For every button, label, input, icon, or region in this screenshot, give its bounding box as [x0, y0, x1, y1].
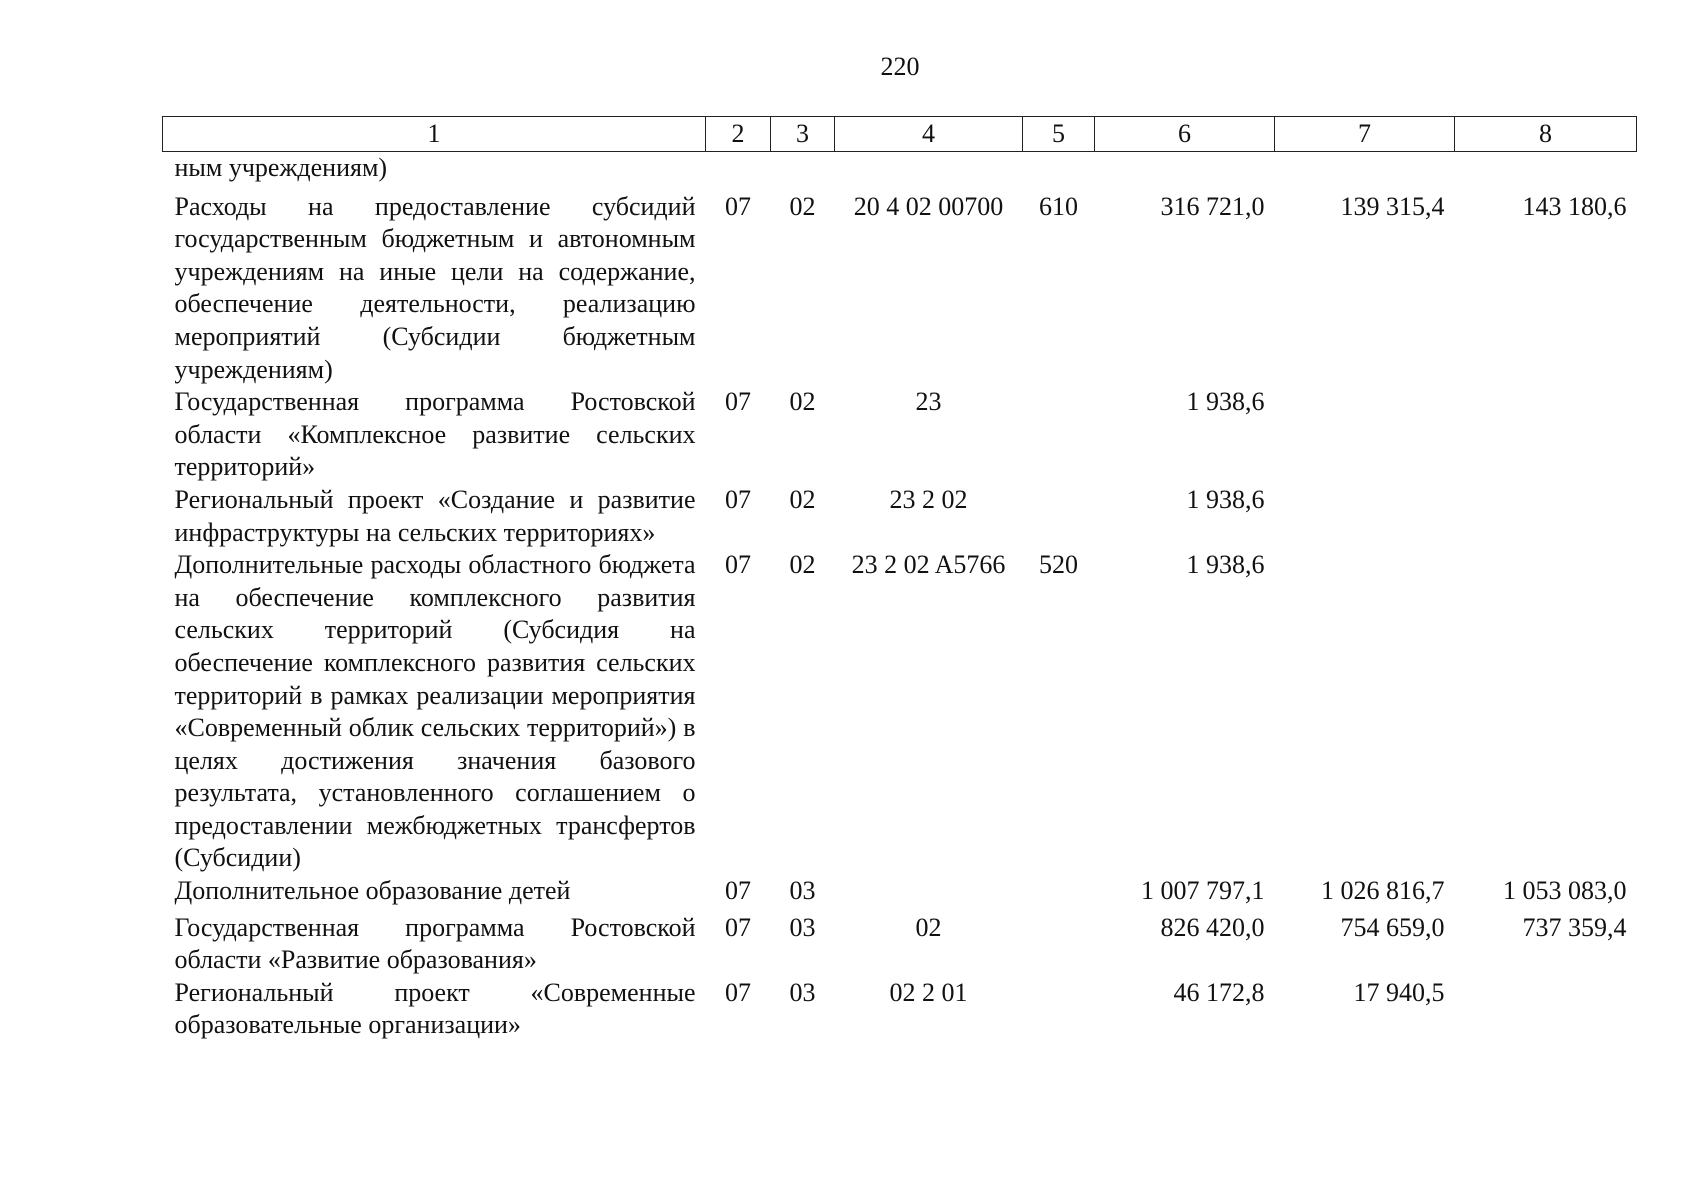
table-row: [163, 185, 1637, 387]
row-amount-year2: 754 659,0: [1340, 912, 1445, 942]
row-amount-year3: [1455, 977, 1637, 1042]
row-description: Расходы на предоставление субсидий государственным бюджетным и автономным учреждениям на иные цели на содержание, обеспечение деятельности, реализацию мероприятий (Субсидии бюджетным учреждениям): [174, 191, 696, 384]
row-expense-type: 610: [1039, 191, 1078, 221]
row-amount-year3: 737 359,4: [1522, 912, 1627, 942]
row-amount-year1: 46 172,8: [1173, 977, 1265, 1007]
row-expense-type: [1023, 484, 1095, 549]
col-header-4: 4: [835, 117, 1023, 152]
row-amount-year2: [1275, 549, 1455, 875]
row-amount-year2: 17 940,5: [1353, 977, 1445, 1007]
row-expense-type: [1023, 875, 1095, 908]
row-subsection: 03: [789, 977, 816, 1007]
row-section: 07: [725, 876, 751, 906]
row-description: Региональный проект «Создание и развитие инфраструктуры на сельских территориях»: [174, 484, 696, 547]
col-header-3: 3: [771, 117, 835, 152]
row-amount-year1: 1 938,6: [1186, 550, 1265, 580]
row-subsection: 02: [789, 550, 816, 580]
row-expense-type: 520: [1039, 550, 1078, 580]
row-target-article: 02: [915, 912, 942, 942]
row-target-article: 20 4 02 00700: [853, 191, 1004, 221]
row-subsection: 02: [789, 191, 816, 221]
row-subsection: [771, 152, 835, 185]
col-header-7: 7: [1275, 117, 1455, 152]
row-amount-year1: 316 721,0: [1160, 191, 1265, 221]
table-row: [163, 977, 1637, 1042]
row-subsection: 02: [789, 484, 816, 514]
row-subsection: 03: [789, 876, 816, 906]
col-header-2: 2: [706, 117, 771, 152]
row-target-article: [835, 152, 1023, 185]
col-header-6: 6: [1095, 117, 1275, 152]
row-amount-year2: 139 315,4: [1340, 191, 1445, 221]
row-amount-year3: [1455, 484, 1637, 549]
row-section: 07: [725, 550, 751, 580]
row-amount-year1: 1 938,6: [1186, 387, 1265, 417]
row-description: Государственная программа Ростовской области «Развитие образования»: [174, 912, 696, 975]
row-amount-year3: 143 180,6: [1522, 191, 1627, 221]
row-section: 07: [725, 912, 751, 942]
row-section: 07: [725, 977, 751, 1007]
row-amount-year3: [1455, 152, 1637, 185]
table-header-row: [163, 117, 1637, 152]
row-target-article: 23 2 02: [889, 484, 968, 514]
row-amount-year1: 826 420,0: [1160, 912, 1265, 942]
table-row: [163, 875, 1637, 908]
row-subsection: 02: [789, 387, 816, 417]
row-expense-type: [1023, 386, 1095, 484]
table-row: [163, 908, 1637, 977]
row-target-article: [835, 875, 1023, 908]
row-description: Дополнительные расходы областного бюджета на обеспечение комплексного развития сельских территорий (Субсидия на обеспечение комплексного развития сельских территорий в рамках реализации мероприятия «Современный облик сельских территорий») в целях достижения значения базового результата, установленного соглашением о предоставлении межбюджетных трансфертов (Субсидии): [174, 550, 696, 873]
row-amount-year1: [1095, 152, 1275, 185]
row-expense-type: [1023, 908, 1095, 977]
row-target-article: 02 2 01: [889, 977, 968, 1007]
table-row: [163, 484, 1637, 549]
page-number: 220: [880, 52, 920, 81]
row-amount-year3: [1455, 549, 1637, 875]
row-amount-year3: 1 053 083,0: [1503, 876, 1627, 906]
row-amount-year1: 1 007 797,1: [1141, 876, 1265, 906]
row-amount-year3: [1455, 386, 1637, 484]
table-row: [163, 549, 1637, 875]
row-amount-year2: [1275, 484, 1455, 549]
row-amount-year2: 1 026 816,7: [1321, 876, 1445, 906]
col-header-8: 8: [1455, 117, 1637, 152]
row-section: 07: [725, 191, 751, 221]
row-target-article: 23: [915, 387, 942, 417]
row-section: 07: [725, 387, 751, 417]
budget-table: [162, 116, 1637, 1042]
row-description: Государственная программа Ростовской области «Комплексное развитие сельских территорий»: [174, 387, 696, 482]
row-description: Региональный проект «Современные образовательные организации»: [174, 977, 696, 1040]
table-row: [163, 386, 1637, 484]
row-expense-type: [1023, 152, 1095, 185]
row-section: [706, 152, 771, 185]
row-subsection: 03: [789, 912, 816, 942]
row-amount-year1: 1 938,6: [1186, 484, 1265, 514]
row-section: 07: [725, 484, 751, 514]
table-row: [163, 152, 1637, 185]
row-amount-year2: [1275, 152, 1455, 185]
row-amount-year2: [1275, 386, 1455, 484]
row-description: ным учреждениям): [174, 153, 388, 182]
row-target-article: 23 2 02 A5766: [851, 550, 1006, 580]
row-expense-type: [1023, 977, 1095, 1042]
col-header-5: 5: [1023, 117, 1095, 152]
col-header-1: 1: [163, 117, 706, 152]
row-description: Дополнительное образование детей: [174, 876, 571, 906]
